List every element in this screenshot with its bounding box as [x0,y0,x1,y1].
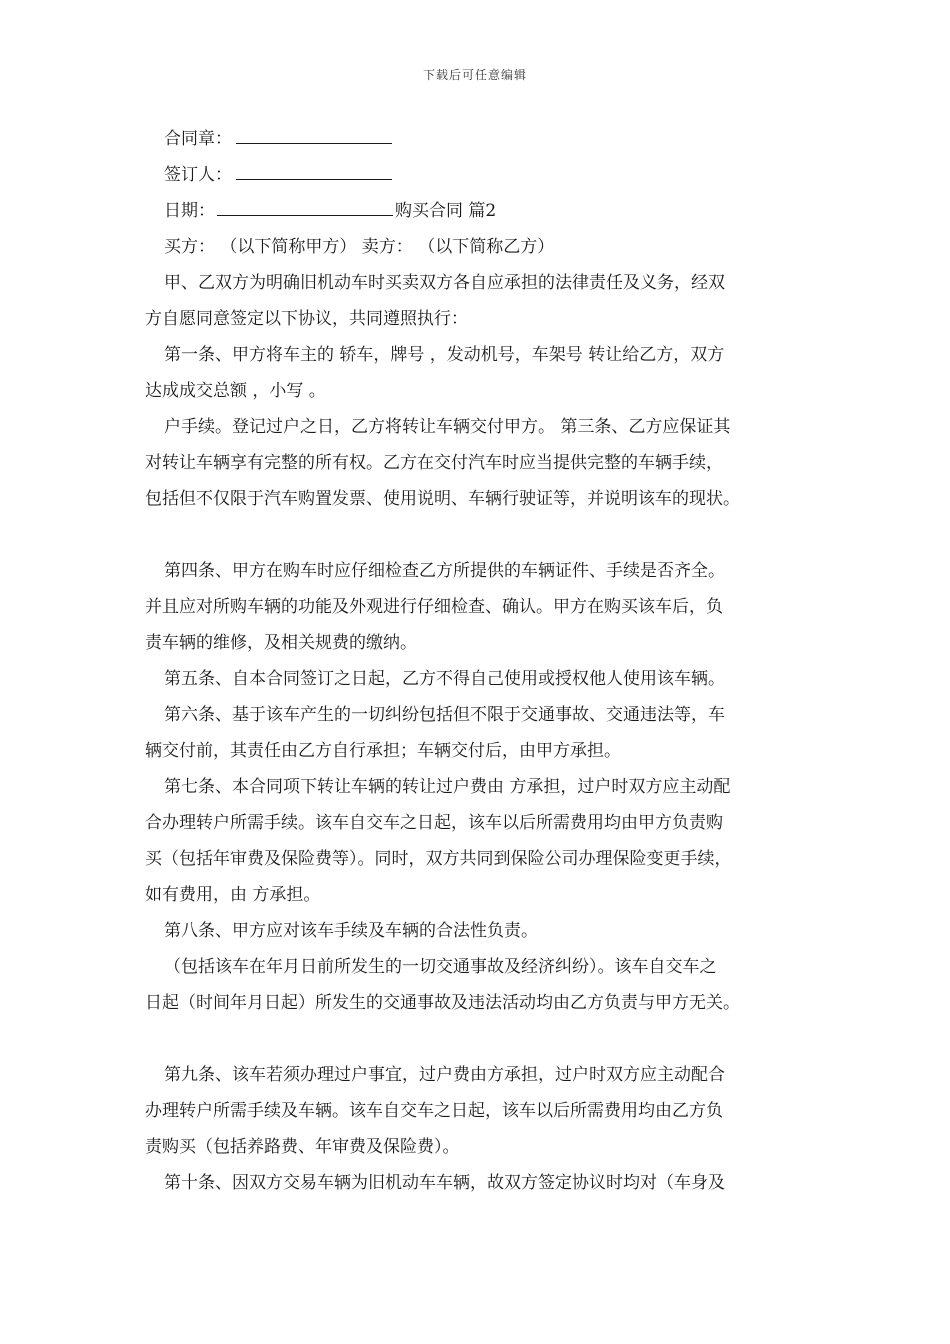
paragraph-line: 责车辆的维修，及相关规费的缴纳。 [145,633,417,653]
paragraph-line: 第九条、该车若须办理过户事宜，过户费由方承担，过户时双方应主动配合 [164,1065,725,1085]
paragraph-line: 合办理转户所需手续。该车自交车之日起，该车以后所需费用均由甲方负责购 [145,813,723,833]
paragraph-line: 如有费用，由 方承担。 [145,885,321,905]
contract-title: 购买合同 篇2 [395,201,497,221]
paragraph-line: 第六条、基于该车产生的一切纠纷包括但不限于交通事故、交通违法等，车 [164,705,725,725]
paragraph-line: 买（包括年审费及保险费等）。同时，双方共同到保险公司办理保险变更手续， [145,849,732,869]
paragraph-line: 包括但不仅限于汽车购置发票、使用说明、车辆行驶证等，并说明该车的现状。 [145,489,740,509]
paragraph-line: 办理转户所需手续及车辆。该车自交车之日起，该车以后所需费用均由乙方负 [145,1101,723,1121]
date-field [145,193,815,229]
paragraph-line: 并且应对所购车辆的功能及外观进行仔细检查、确认。甲方在购买该车后，负 [145,597,723,617]
signer-label: 签订人： [164,165,232,185]
seal-blank [236,123,392,144]
date-blank [217,195,393,216]
paragraph-line: 甲、乙双方为明确旧机动车时买卖双方各自应承担的法律责任及义务，经双 [164,273,725,293]
paragraph-spacer [145,1021,815,1057]
paragraph-line: 日起（时间年月日起）所发生的交通事故及违法活动均由乙方负责与甲方无关。 [145,993,740,1013]
paragraph-line: 第五条、自本合同签订之日起，乙方不得自己使用或授权他人使用该车辆。 [164,669,725,689]
paragraph-line: 第七条、本合同项下转让车辆的转让过户费由 方承担，过户时双方应主动配 [164,777,731,797]
paragraph-line: 第一条、甲方将车主的 轿车，牌号 ，发动机号，车架号 转让给乙方，双方 [164,345,725,365]
parties-line: 买方： （以下简称甲方） 卖方： （以下简称乙方） [164,237,555,257]
paragraph-line: 方自愿同意签定以下协议，共同遵照执行： [145,309,468,329]
document-body [145,121,815,1201]
signer-field [145,157,815,193]
paragraph-line: 达成成交总额 ，小写 。 [145,381,326,401]
seal-label: 合同章： [164,129,232,149]
paragraph-line: 第四条、甲方在购车时应仔细检查乙方所提供的车辆证件、手续是否齐全。 [164,561,725,581]
paragraph-line: 责购买（包括养路费、年审费及保险费）。 [145,1137,460,1157]
paragraph-line: 户手续。登记过户之日，乙方将转让车辆交付甲方。 第三条、乙方应保证其 [164,417,731,437]
signer-blank [236,159,392,180]
paragraph-line: 第十条、因双方交易车辆为旧机动车车辆，故双方签定协议时均对（车身及 [164,1173,725,1193]
page-header-note: 下载后可任意编辑 [422,68,527,82]
paragraph-line: 对转让车辆享有完整的所有权。乙方在交付汽车时应当提供完整的车辆手续， [145,453,723,473]
date-label: 日期： [164,201,215,221]
paragraph-line: 辆交付前，其责任由乙方自行承担；车辆交付后，由甲方承担。 [145,741,621,761]
paragraph-spacer [145,517,815,553]
paragraph-line: 第八条、甲方应对该车手续及车辆的合法性负责。 [164,921,538,941]
seal-field [145,121,815,157]
paragraph-line: （包括该车在年月日前所发生的一切交通事故及经济纠纷）。该车自交车之 [164,957,717,977]
